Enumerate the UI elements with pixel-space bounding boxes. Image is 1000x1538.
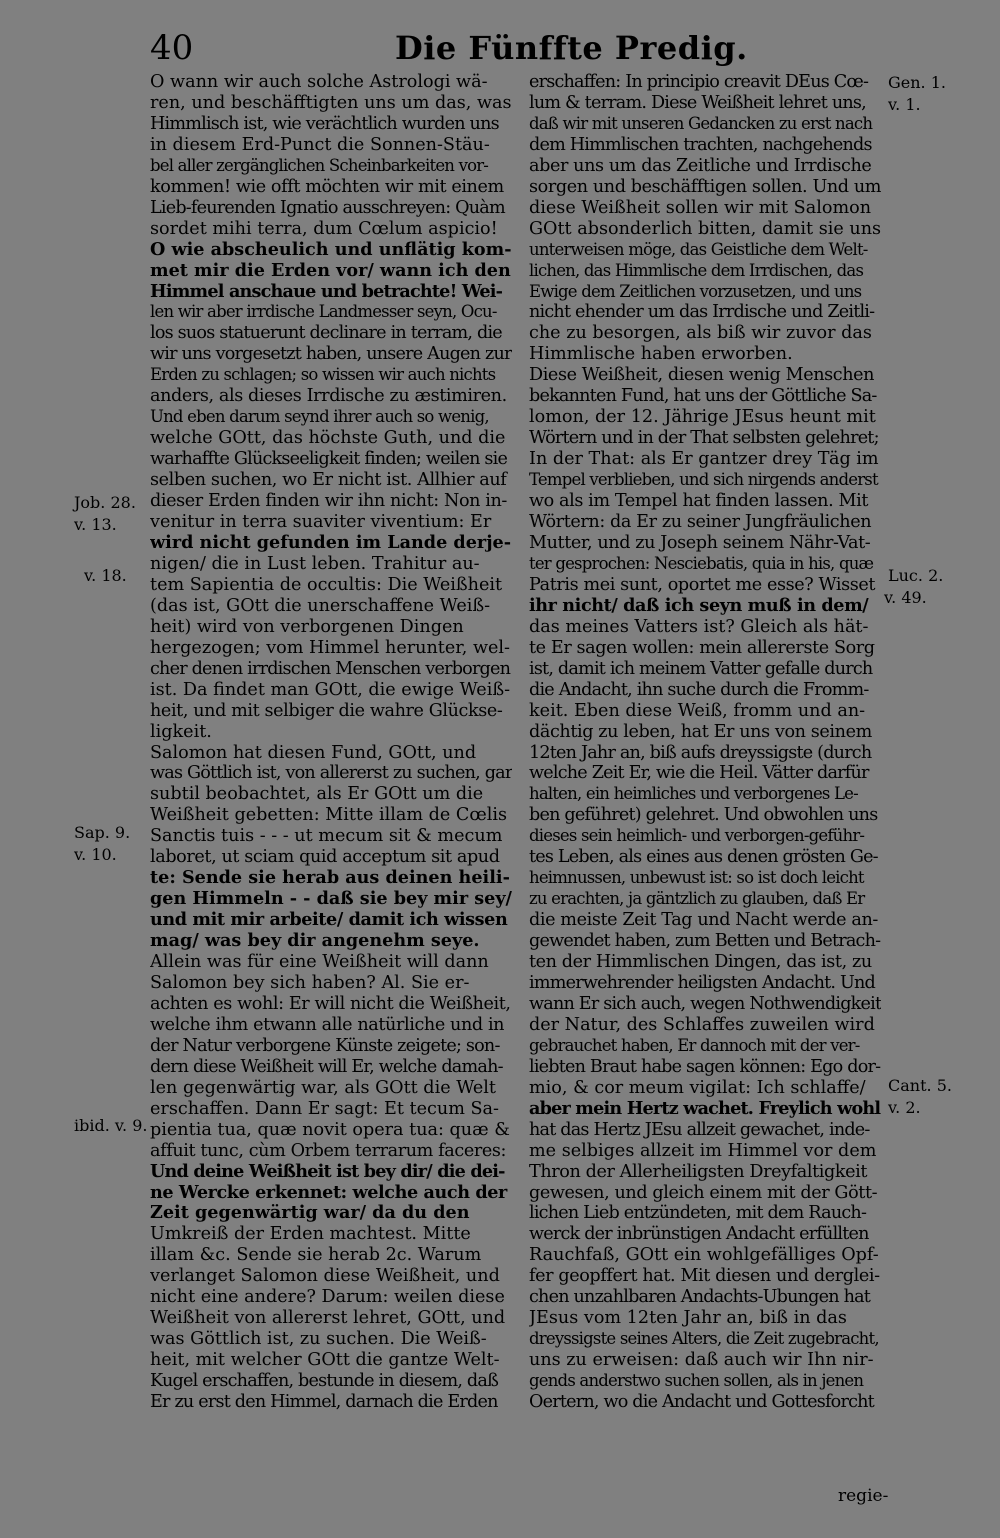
text-line: das meines Vatters ist? Gleich als hät- <box>529 616 869 637</box>
text-line: dieses sein heimlich- und verborgen-geführ- <box>529 826 865 846</box>
text-line: selben suchen, wo Er nicht ist. Allhier auf <box>150 470 507 491</box>
text-line: daß wir mit unseren Gedancken zu erst nach <box>529 113 873 133</box>
text-line: Weißheit von allererst lehret, GOtt, und <box>150 1308 506 1329</box>
text-line: erschaffen: In principio creavit DEus Cœ- <box>529 72 869 92</box>
text-line: dieser Erden finden wir ihn nicht: Non in- <box>150 491 507 512</box>
text-line: Und eben darum seynd ihrer auch so wenig, <box>150 407 489 427</box>
text-line: nicht eine andere? Darum: weilen diese <box>150 1287 505 1308</box>
text-line: subtil beobachtet, als Er GOtt um die <box>150 784 484 805</box>
text-line: pientia tua, quæ novit opera tua: quæ & <box>150 1119 510 1140</box>
text-line: Umkreiß der Erden machtest. Mitte <box>150 1224 471 1245</box>
text-line: In der That: als Er gantzer drey Täg im <box>529 449 879 470</box>
margin-note-gen: Gen. 1. <box>888 73 946 92</box>
text-line: ihr nicht/ daß ich seyn muß in dem/ <box>529 595 869 616</box>
text-line: me selbiges allzeit im Himmel vor dem <box>529 1140 877 1161</box>
text-line: len wir aber irrdische Landmesser seyn, Ocu- <box>150 302 497 322</box>
text-line: Erden zu schlagen; so wissen wir auch nichts <box>150 365 496 385</box>
margin-note-sap: Sap. 9. <box>74 823 131 842</box>
text-line: te: Sende sie herab aus deinen heili- <box>150 868 510 889</box>
text-line: sordet mihi terra, dum Cœlum aspicio! <box>150 218 498 239</box>
text-line: len gegenwärtig war, als GOtt die Welt <box>150 1077 496 1098</box>
text-line: immerwehrender heiligsten Andacht. Und <box>529 972 876 993</box>
margin-note-luc-verse: v. 49. <box>884 588 927 607</box>
text-line: Himmel anschaue und betrachte! Wei- <box>150 281 503 302</box>
text-line: wird nicht gefunden im Lande derje- <box>150 532 512 553</box>
text-line: bekannten Fund, hat uns der Göttliche Sa- <box>529 386 877 407</box>
text-line: Kugel erschaffen, bestunde in diesem, daß <box>150 1371 499 1392</box>
text-line: heit, und mit selbiger die wahre Glückse- <box>150 700 503 721</box>
text-line: aber mein Hertz wachet. Freylich wohl <box>529 1098 881 1119</box>
text-line: ren, und beschäfftigten uns um das, was <box>150 92 512 113</box>
margin-note-cant-verse: v. 2. <box>888 1098 921 1117</box>
text-line: ist, damit ich meinem Vatter gefalle durch <box>529 658 873 679</box>
text-line: halten, ein heimliches und verborgenes Le- <box>529 784 858 804</box>
text-line: bel aller zergänglichen Scheinbarkeiten vor- <box>150 155 489 175</box>
text-line: dem Himmlischen trachten, nachgehends <box>529 134 872 155</box>
text-line: der Natur verborgene Künste zeigete; son- <box>150 1035 500 1056</box>
margin-note-ibid: ibid. v. 9. <box>74 1116 148 1135</box>
text-line: gends anderstwo suchen sollen, als in jenen <box>529 1371 864 1391</box>
page-number: 40 <box>150 28 194 68</box>
text-line: Mutter, und zu Joseph seinem Nähr-Vat- <box>529 532 871 553</box>
text-line: tes Leben, als eines aus denen grösten Ge- <box>529 847 878 868</box>
text-line: Zeit gegenwärtig war/ da du den <box>150 1203 470 1224</box>
text-line: Thron der Allerheiligsten Dreyfaltigkeit <box>529 1161 867 1182</box>
text-line: gen Himmeln - - daß sie bey mir sey/ <box>150 889 512 910</box>
catchword: regie- <box>838 1486 889 1506</box>
text-line: ter gesprochen: Nesciebatis, quia in his, quæ <box>529 553 874 573</box>
text-line: die Andacht, ihn suche durch die Fromm- <box>529 679 869 700</box>
text-line: die meiste Zeit Tag und Nacht werde an- <box>529 910 878 931</box>
text-line: warhaffte Glückseeligkeit finden; weilen sie <box>150 449 508 470</box>
margin-note-job-verse: v. 13. <box>74 515 117 534</box>
text-line: was Göttlich ist, von allererst zu suchen, gar <box>150 763 512 784</box>
text-line: kommen! wie offt möchten wir mit einem <box>150 176 504 197</box>
text-line: lichen, das Himmlische dem Irrdischen, das <box>529 260 864 280</box>
text-line: venitur in terra suaviter viventium: Er <box>150 512 492 533</box>
text-line: Rauchfaß, GOtt ein wohlgefälliges Opf- <box>529 1245 879 1266</box>
running-head: Die Fünffte Predig. <box>395 29 748 67</box>
text-line: dern diese Weißheit will Er, welche damah- <box>150 1056 503 1077</box>
text-line: O wann wir auch solche Astrologi wä- <box>150 72 488 92</box>
margin-note-gen-verse: v. 1. <box>888 95 921 114</box>
text-line: liebten Braut habe sagen können: Ego dor- <box>529 1056 881 1077</box>
text-line: Salomon hat diesen Fund, GOtt, und <box>150 742 477 763</box>
text-line: lum & terram. Diese Weißheit lehret uns, <box>529 92 866 113</box>
text-line: erschaffen. Dann Er sagt: Et tecum Sa- <box>150 1098 499 1119</box>
text-line: in diesem Erd-Punct die Sonnen-Stäu- <box>150 134 490 155</box>
text-line: Wörtern: da Er zu seiner Jungfräulichen <box>529 512 872 533</box>
text-line: O wie abscheulich und unflätig kom- <box>150 239 512 260</box>
text-line: ne Wercke erkennet: welche auch der <box>150 1182 507 1203</box>
text-line: wann Er sich auch, wegen Nothwendigkeit <box>529 993 881 1014</box>
text-line: heit) wird von verborgenen Dingen <box>150 616 464 637</box>
text-line: unterweisen möge, das Geistliche dem Welt- <box>529 239 868 259</box>
left-text-column <box>150 72 512 1413</box>
margin-note-cant: Cant. 5. <box>888 1076 952 1095</box>
text-line: keit. Eben diese Weiß, fromm und an- <box>529 700 866 721</box>
text-line: laboret, ut sciam quid acceptum sit apud <box>150 847 500 868</box>
text-line: lomon, der 12. Jährige JEsus heunt mit <box>529 407 876 428</box>
text-line: hergezogen; vom Himmel herunter, wel- <box>150 637 510 658</box>
text-line: Wörtern und in der That selbsten gelehret; <box>529 428 879 449</box>
text-line: chen unzahlbaren Andachts-Ubungen hat <box>529 1287 871 1308</box>
text-line: welche ihm etwann alle natürliche und in <box>150 1014 505 1035</box>
text-line: Oertern, wo die Andacht und Gottesforcht <box>529 1392 874 1413</box>
text-line: wo als im Tempel hat finden lassen. Mit <box>529 491 869 512</box>
text-line: Ewige dem Zeitlichen vorzusetzen, und uns <box>529 281 862 301</box>
text-line: Weißheit gebetten: Mitte illam de Cœlis <box>150 805 508 826</box>
text-line: was Göttlich ist, zu suchen. Die Weiß- <box>150 1329 487 1350</box>
text-line: tem Sapientia de occultis: Die Weißheit <box>150 574 503 595</box>
text-line: zu erachten, ja gäntzlich zu glauben, daß Er <box>529 889 865 909</box>
text-line: anders, als dieses Irrdische zu æstimiren. <box>150 386 507 407</box>
text-line: verlanget Salomon diese Weißheit, und <box>150 1266 500 1287</box>
text-line: Sanctis tuis - - - ut mecum sit & mecum <box>150 826 503 847</box>
text-line: gewendet haben, zum Betten und Betrach- <box>529 931 881 952</box>
text-line: affuit tunc, cùm Orbem terrarum faceres: <box>150 1140 507 1161</box>
text-line: heit, mit welcher GOtt die gantze Welt- <box>150 1350 500 1371</box>
text-line: met mir die Erden vor/ wann ich den <box>150 260 511 281</box>
text-line: JEsus vom 12ten Jahr an, biß in das <box>529 1308 847 1329</box>
text-line: Allein was für eine Weißheit will dann <box>150 952 489 973</box>
text-line: 12ten Jahr an, biß aufs dreyssigste (durch <box>529 742 872 763</box>
text-line: uns zu erweisen: daß auch wir Ihn nir- <box>529 1350 874 1371</box>
margin-note-sap-verse: v. 10. <box>74 845 117 864</box>
right-text-column <box>529 72 881 1413</box>
text-line: Patris mei sunt, oportet me esse? Wisset <box>529 574 876 595</box>
text-line: dreyssigste seines Alters, die Zeit zugebracht, <box>529 1329 879 1349</box>
text-line: Himmlische haben erworben. <box>529 344 793 365</box>
text-line: diese Weißheit sollen wir mit Salomon <box>529 197 872 218</box>
text-line: fer geopffert hat. Mit diesen und derglei- <box>529 1266 880 1287</box>
text-line: achten es wohl: Er will nicht die Weißheit, <box>150 993 511 1014</box>
text-line: der Natur, des Schlaffes zuweilen wird <box>529 1014 875 1035</box>
text-line: che zu besorgen, als biß wir zuvor das <box>529 323 872 344</box>
text-line: Tempel verblieben, und sich nirgends anderst <box>529 470 878 490</box>
text-line: los suos statuerunt declinare in terram, die <box>150 323 502 344</box>
text-line: hat das Hertz JEsu allzeit gewachet, inde- <box>529 1119 870 1140</box>
text-line: Er zu erst den Himmel, darnach die Erden <box>150 1392 498 1413</box>
text-line: GOtt absonderlich bitten, damit sie uns <box>529 218 881 239</box>
text-line: lichen Lieb entzündeten, mit dem Rauch- <box>529 1203 867 1224</box>
text-line: cher denen irrdischen Menschen verborgen <box>150 658 511 679</box>
text-line: aber uns um das Zeitliche und Irrdische <box>529 155 872 176</box>
text-line: Diese Weißheit, diesen wenig Menschen <box>529 365 875 386</box>
text-line: mio, & cor meum vigilat: Ich schlaffe/ <box>529 1077 866 1098</box>
text-line: welche GOtt, das höchste Guth, und die <box>150 428 506 449</box>
margin-note-luc: Luc. 2. <box>888 566 944 585</box>
text-line: Lieb-feurenden Ignatio ausschreyen: Quàm <box>150 197 505 218</box>
text-line: ist. Da findet man GOtt, die ewige Weiß- <box>150 679 511 700</box>
text-line: gewesen, und gleich einem mit der Gött- <box>529 1182 878 1203</box>
text-line: werck der inbrünstigen Andacht erfüllten <box>529 1224 869 1245</box>
margin-note-v18: v. 18. <box>84 566 127 585</box>
text-line: wir uns vorgesetzt haben, unsere Augen zur <box>150 344 512 365</box>
text-line: te Er sagen wollen: mein allererste Sorg <box>529 637 875 658</box>
text-line: nigen/ die in Lust leben. Trahitur au- <box>150 553 480 574</box>
text-line: nicht ehender um das Irrdische und Zeitli- <box>529 302 875 323</box>
text-line: ben geführet) gelehret. Und obwohlen uns <box>529 805 878 826</box>
text-line: ten der Himmlischen Dingen, das ist, zu <box>529 952 872 973</box>
text-line: dächtig zu leben, hat Er uns von seinem <box>529 721 872 742</box>
text-line: Und deine Weißheit ist bey dir/ die dei- <box>150 1161 505 1182</box>
text-line: illam &c. Sende sie herab 2c. Warum <box>150 1245 482 1266</box>
margin-note-job: Job. 28. <box>74 493 136 512</box>
text-line: (das ist, GOtt die unerschaffene Weiß- <box>150 595 491 616</box>
text-line: welche Zeit Er, wie die Heil. Vätter darfür <box>529 763 869 784</box>
text-line: heimnussen, unbewust ist: so ist doch leicht <box>529 868 864 888</box>
text-line: gebrauchet haben, Er dannoch mit der ver- <box>529 1035 860 1055</box>
text-line: sorgen und beschäfftigen sollen. Und um <box>529 176 881 197</box>
text-line: Salomon bey sich haben? Al. Sie er- <box>150 972 470 993</box>
text-line: und mit mir arbeite/ damit ich wissen <box>150 910 508 931</box>
text-line: Himmlisch ist, wie verächtlich wurden uns <box>150 113 499 134</box>
text-line: mag/ was bey dir angenehm seye. <box>150 931 480 952</box>
text-line: ligkeit. <box>150 721 212 742</box>
